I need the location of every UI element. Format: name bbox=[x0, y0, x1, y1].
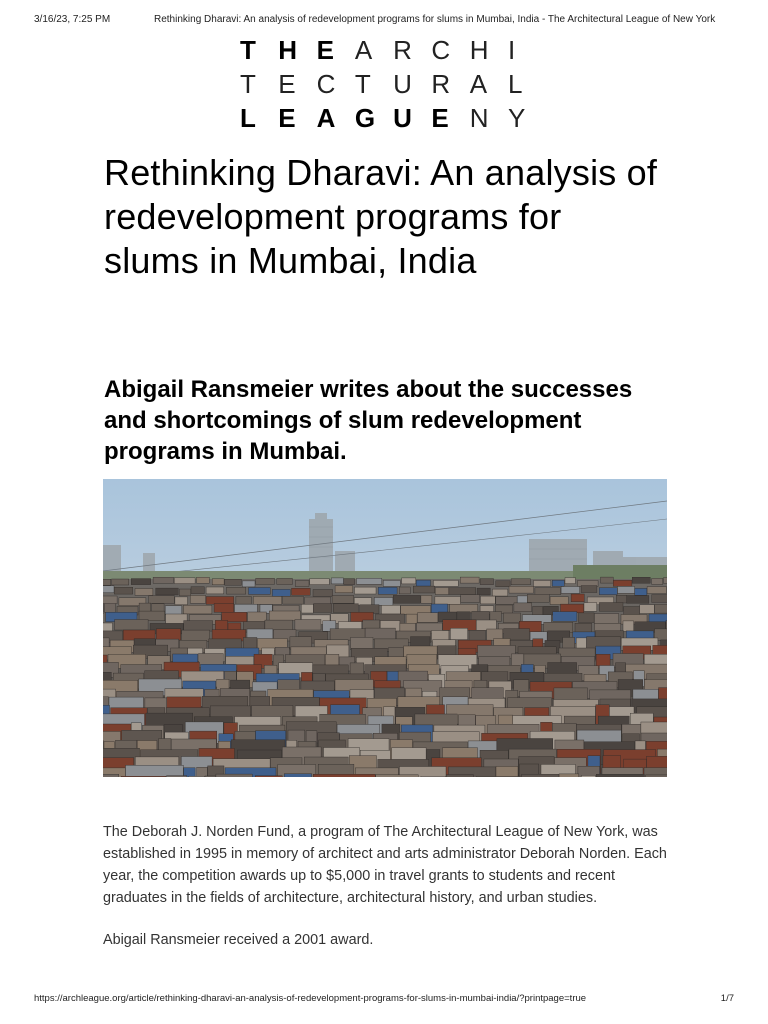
logo-letter: T bbox=[240, 69, 256, 99]
logo-letter: R bbox=[431, 69, 451, 99]
logo-letter: H bbox=[469, 35, 489, 65]
print-page-number: 1/7 bbox=[720, 993, 734, 1004]
logo-row bbox=[240, 101, 532, 135]
logo-letter: C bbox=[431, 35, 451, 65]
body-paragraph-fund: The Deborah J. Norden Fund, a program of The Architectural League of New York, was established in 1995 in memory of architect and arts administrator Deborah Norden. Each year, the competition awards up to $5,000 in travel grants to students and recent graduates in the fields of architecture, architectural history, and urban studies. bbox=[103, 824, 667, 906]
logo-letter: C bbox=[316, 69, 336, 99]
logo-row bbox=[240, 67, 532, 101]
article-body bbox=[103, 821, 668, 951]
logo-letter: E bbox=[278, 69, 296, 99]
logo-letter: E bbox=[431, 103, 449, 133]
logo-letter: N bbox=[469, 103, 489, 133]
print-page-title: Rethinking Dharavi: An analysis of redevelopment programs for slums in Mumbai, India - The Architectural League of New York bbox=[154, 14, 716, 25]
logo-letter: G bbox=[354, 103, 376, 133]
logo-letter: A bbox=[354, 35, 373, 65]
logo-letter: I bbox=[507, 35, 516, 65]
logo-letter: R bbox=[393, 35, 412, 65]
body-paragraph-award: Abigail Ransmeier received a 2001 award. bbox=[103, 932, 374, 948]
logo-letter: L bbox=[507, 69, 523, 99]
print-url[interactable]: https://archleague.org/article/rethinking-dharavi-an-analysis-of-redevelopment-programs-for-slums-in-mumbai-india/?printpage=true bbox=[34, 993, 587, 1004]
logo-letter: E bbox=[316, 35, 334, 65]
logo-letter: E bbox=[278, 103, 296, 133]
logo-letter: U bbox=[393, 69, 412, 99]
logo-letter: L bbox=[240, 103, 256, 133]
logo-letter: A bbox=[316, 103, 336, 133]
logo-row bbox=[240, 33, 532, 67]
logo-letter: H bbox=[278, 35, 298, 65]
logo-letter: U bbox=[393, 103, 412, 133]
dharavi-slum-photo bbox=[103, 479, 667, 777]
logo-letter: T bbox=[240, 35, 256, 65]
print-datetime: 3/16/23, 7:25 PM bbox=[34, 14, 111, 25]
logo-letter: Y bbox=[507, 103, 526, 133]
logo-letter: T bbox=[354, 69, 371, 99]
logo-letter: A bbox=[469, 69, 488, 99]
article-title: Rethinking Dharavi: An analysis of redevelopment programs for slums in Mumbai, India bbox=[104, 152, 658, 281]
architectural-league-logo[interactable] bbox=[240, 33, 532, 135]
article-subtitle: Abigail Ransmeier writes about the successes and shortcomings of slum redevelopment programs in Mumbai. bbox=[104, 376, 633, 465]
